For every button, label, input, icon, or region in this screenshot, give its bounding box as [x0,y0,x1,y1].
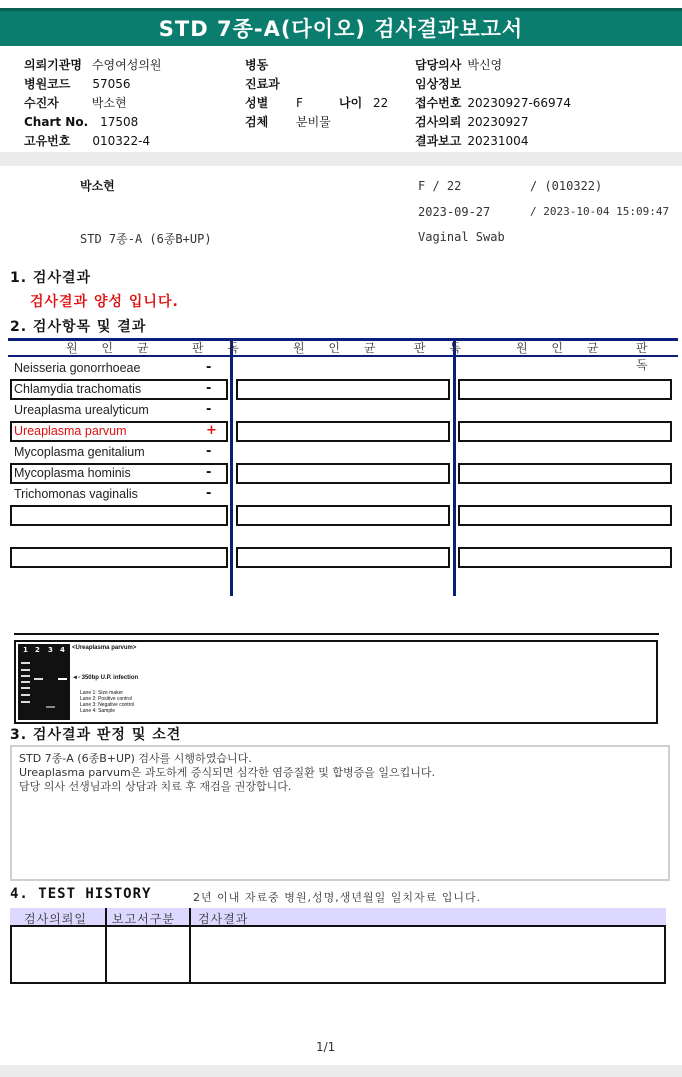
table-divider-1 [230,338,233,596]
chart-no-value: 17508 [100,115,139,129]
organism-result: - [206,381,212,396]
report-title: STD 7종-A(다이오) 검사결과보고서 [0,8,682,46]
gel-band-label: ◄- 350bp U.P. infection [72,675,139,681]
header-col-3 [415,56,571,151]
sex-label: 성별 [245,96,269,110]
unique-no-label: 고유번호 [24,134,71,148]
patient-name: 박소현 [80,179,115,193]
empty-cell [458,463,672,484]
patient-sex-age: F / 22 [418,179,462,193]
section2-title: 2. 검사항목 및 결과 [10,319,147,335]
section1-title: 1. 검사결과 [10,270,92,286]
gel-legend-3: Lane 3: Negative control [80,702,135,708]
organism-result: - [206,402,212,417]
gel-legend-2: Lane 2: Positive control [80,696,132,702]
chart-no-label: Chart No. [24,115,89,129]
doctor-value: 박신영 [467,58,503,72]
organism-result-positive: + [206,423,217,438]
empty-cell [236,379,450,400]
ladder-band [21,694,30,696]
report-date-value: 20231004 [467,134,529,148]
table-divider-2 [453,338,456,596]
receipt-no-value: 20230927-66974 [467,96,571,110]
history-col-divider [105,908,107,984]
age-label: 나이 [339,96,363,110]
comment-line: STD 7종-A (6종B+UP) 검사를 시행하였습니다. [19,752,252,765]
ward-label: 병동 [245,58,269,72]
section4-title: 4. TEST HISTORY [10,886,152,902]
empty-cell [458,505,672,526]
clinical-info-label: 임상정보 [415,77,462,91]
hospital-code-value: 57056 [92,77,131,91]
organism-result: - [206,444,212,459]
organism-result: - [206,360,212,375]
history-col-report-type: 보고서구분 [112,912,175,926]
organism-name: Ureaplasma urealyticum [14,403,149,417]
ladder-band [21,681,30,683]
ladder-band [21,675,30,677]
history-col-request-date: 검사의뢰일 [24,912,87,926]
lane-number: 1 [23,646,28,654]
empty-cell [236,463,450,484]
institution-label: 의뢰기관명 [24,58,82,72]
report-datetime: / 2023-10-04 15:09:47 [530,205,670,218]
gel-title: <Ureaplasma parvum> [72,645,137,651]
organism-name: Mycoplasma genitalium [14,445,145,459]
empty-cell [458,421,672,442]
positive-control-band [34,678,43,680]
organism-name: Chlamydia trachomatis [14,382,142,396]
empty-cell [458,379,672,400]
comment-line: 담당 의사 선생님과의 상담과 치료 후 재검을 권장합니다. [19,780,292,793]
header-col-1 [24,56,162,151]
doctor-label: 담당의사 [415,58,462,72]
comment-line: Ureaplasma parvum은 과도하게 증식되면 심각한 염증질환 및 합병증을 일으킵니다. [19,766,435,779]
department-label: 진료과 [245,77,280,91]
request-date-value: 20230927 [467,115,529,129]
col-organism-1: 원 인 균 [66,341,159,355]
footer-divider [0,1065,682,1077]
test-name: STD 7종-A (6종B+UP) [80,232,212,246]
specimen-value: 분비물 [296,115,331,129]
gel-legend-4: Lane 4: Sample [80,708,116,714]
institution-value: 수영여성의원 [91,58,162,72]
empty-cell [236,547,450,568]
page-number: 1/1 [316,1040,336,1054]
col-organism-2: 원 인 균 [293,341,386,355]
patient-value: 박소현 [91,96,127,110]
report-date-label: 결과보고 [415,134,462,148]
primer-dimer [46,706,55,708]
specimen-type: Vaginal Swab [418,230,505,244]
organism-name: Mycoplasma hominis [14,466,131,480]
patient-id: / (010322) [530,179,603,193]
organism-name: Trichomonas vaginalis [14,487,138,501]
col-judgment-1: 판 독 [192,341,249,355]
history-header [10,908,666,927]
result-cell [10,505,228,526]
lane-number: 3 [48,646,53,654]
ladder-band [21,669,30,671]
organism-result: - [206,486,212,501]
section3-title: 3. 검사결과 판정 및 소견 [10,727,182,743]
specimen-label: 검체 [245,115,269,129]
ladder-band [21,662,30,664]
collection-date: 2023-09-27 [418,205,491,219]
lane-number: 2 [35,646,40,654]
age-value: 22 [373,96,389,110]
gel-legend-1: Lane 1: Size maker [80,690,124,696]
ladder-band [21,701,30,703]
empty-cell [236,421,450,442]
organism-name-positive: Ureaplasma parvum [14,424,127,438]
unique-no-value: 010322-4 [92,134,151,148]
history-col-divider [189,908,191,984]
organism-result: - [206,465,212,480]
ladder-band [21,687,30,689]
sex-value: F [296,96,303,110]
history-note: 2년 이내 자료중 병원,성명,생년월일 일치자료 입니다. [193,891,482,904]
organism-name: Neisseria gonorrhoeae [14,361,141,375]
receipt-no-label: 접수번호 [415,96,462,110]
positive-result: 검사결과 양성 입니다. [30,294,179,310]
header-divider [0,152,682,166]
comment-box [10,745,670,881]
lane-number: 4 [60,646,65,654]
col-judgment-3: 판 독 [636,341,658,372]
col-organism-3: 원 인 균 [516,341,609,355]
hospital-code-label: 병원코드 [24,77,71,91]
request-date-label: 검사의뢰 [415,115,462,129]
result-cell [10,547,228,568]
empty-cell [236,505,450,526]
history-col-result: 검사결과 [198,912,249,926]
col-judgment-2: 판 독 [414,341,471,355]
gel-divider [14,633,659,635]
sample-band [58,678,67,680]
patient-label: 수진자 [24,96,59,110]
gel-electrophoresis-image [18,644,70,720]
empty-cell [458,547,672,568]
